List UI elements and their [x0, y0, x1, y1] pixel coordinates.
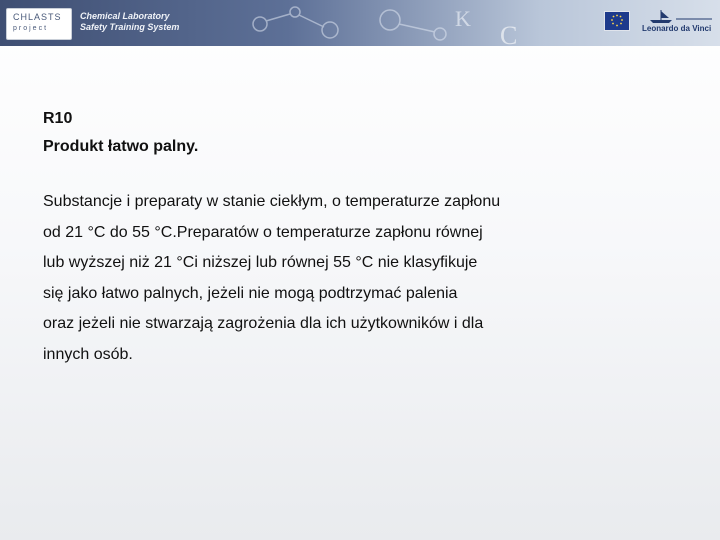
- leonardo-da-vinci-label: Leonardo da Vinci: [642, 24, 712, 33]
- svg-text:K: K: [455, 6, 471, 31]
- body-line: Substancje i preparaty w stanie ciekłym, o temperaturze zapłonu: [43, 193, 501, 210]
- logo-subtitle: project: [13, 25, 49, 32]
- app-title-line-2: Safety Training System: [80, 22, 180, 32]
- app-title: [80, 11, 179, 33]
- body-line: oraz jeżeli nie stwarzają zagrożenia dla ich użytkowników i dla: [43, 315, 484, 332]
- svg-text:C: C: [500, 21, 518, 46]
- body-paragraph: [43, 187, 643, 370]
- app-title-line-1: Chemical Laboratory: [80, 11, 170, 21]
- leonardo-da-vinci-logo: [642, 8, 716, 38]
- risk-phrase-code: R10: [43, 110, 73, 127]
- header-banner: [0, 0, 720, 46]
- body-line: od 21 °C do 55 °C.Preparatów o temperaturze zapłonu równej: [43, 223, 483, 241]
- slide-content: [43, 104, 643, 370]
- molecule-decoration: [200, 0, 600, 46]
- body-line: się jako łatwo palnych, jeżeli nie mogą podtrzymać palenia: [43, 284, 458, 302]
- eu-flag-icon: [604, 11, 630, 31]
- logo-title: CHLASTS: [13, 12, 62, 22]
- risk-phrase-description: Produkt łatwo palny.: [43, 138, 199, 155]
- ship-icon: [642, 8, 716, 24]
- chlasts-logo: [6, 8, 72, 40]
- body-line: lub wyższej niż 21 °Ci niższej lub równej 55 °C nie klasyfikuje: [43, 254, 478, 271]
- body-line: innych osób.: [43, 345, 133, 363]
